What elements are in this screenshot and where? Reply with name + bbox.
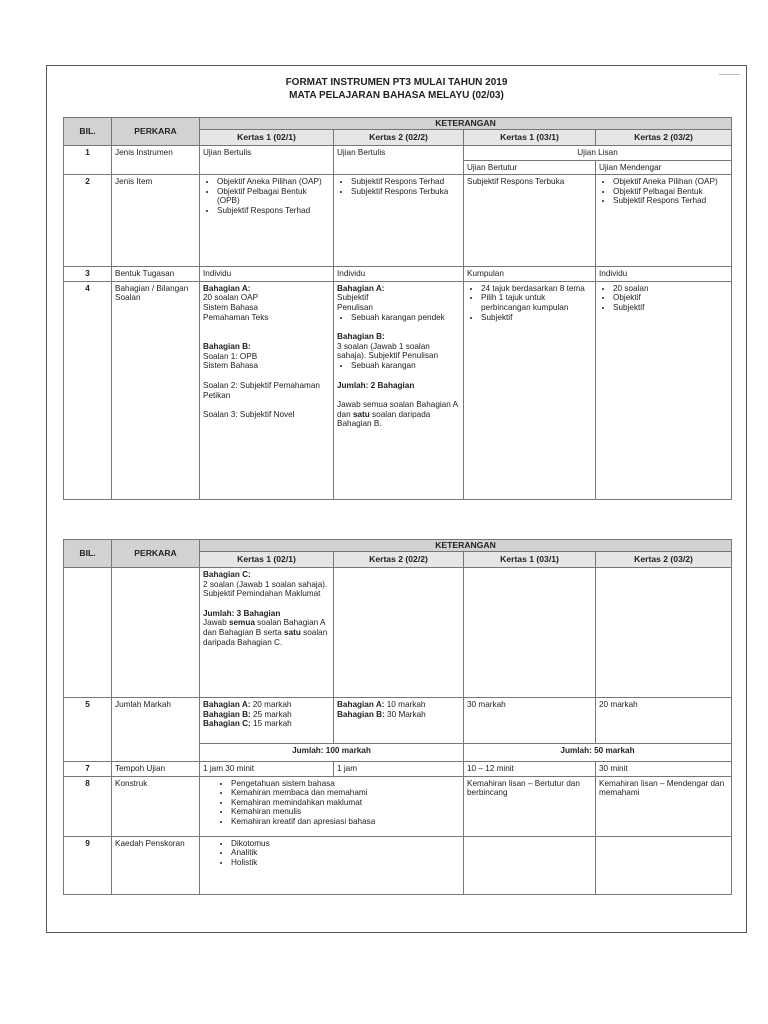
note-emphasis: semua (228, 618, 255, 628)
cell (596, 836, 732, 894)
list-item: • Subjektif (613, 303, 728, 313)
total-value: 100 markah (325, 746, 371, 755)
cell: 10 – 12 minit (464, 762, 596, 777)
row-number: 1 (64, 146, 112, 175)
row-number: 4 (64, 281, 112, 499)
list-item: • Objektif (613, 293, 728, 303)
cell: Subjektif Respons Terbuka (464, 175, 596, 267)
list-item: • Kemahiran menulis (231, 807, 460, 817)
corner-mark: ——— (719, 71, 740, 78)
row-label-konstruk: Konstruk (112, 776, 200, 836)
list-item: • Subjektif Respons Terhad (217, 206, 330, 216)
title-line-2: MATA PELAJARAN BAHASA MELAYU (02/03) (289, 90, 504, 101)
mark-value: 30 Markah (384, 709, 426, 719)
total-marks-03 (464, 744, 732, 762)
header-keterangan: KETERANGAN (200, 118, 732, 130)
note-text: soalan daripada Bahagian B. (337, 409, 431, 429)
cell: Individu (334, 267, 464, 282)
cell: 1 jam (334, 762, 464, 777)
row-label-jenis-item: Jenis Item (112, 175, 200, 267)
bullet-list (337, 361, 460, 371)
cell-text: Penulisan (337, 302, 373, 312)
header-kertas-1-02-1: Kertas 1 (02/1) (200, 130, 334, 146)
note-text: soalan Bahagian A dan Bahagian B serta (203, 618, 326, 637)
list-item: • Subjektif Respons Terbuka (351, 187, 460, 197)
section-heading: Bahagian B: (203, 342, 251, 352)
list-item: • Holistik (231, 858, 460, 868)
list-item: • Dikotomus (231, 839, 460, 849)
row-number: 5 (64, 698, 112, 762)
header-keterangan: KETERANGAN (200, 540, 732, 552)
cell-text: Sistem Bahasa (203, 361, 259, 371)
cell: Kemahiran lisan – Mendengar dan memahami (596, 776, 732, 836)
cell (200, 281, 334, 499)
bullet-list (337, 313, 460, 323)
cell (596, 568, 732, 698)
bullet-list (599, 284, 728, 313)
cell-ujian-lisan: Ujian Lisan (464, 146, 732, 161)
total-label: Jumlah: (560, 746, 595, 755)
note-text: Jawab (203, 618, 229, 628)
note-emphasis: satu (284, 627, 301, 637)
cell (200, 175, 334, 267)
cell-text: Soalan 2: Subjektif Pemahaman Petikan (203, 380, 320, 400)
cell (112, 568, 200, 698)
title-line-1: FORMAT INSTRUMEN PT3 MULAI TAHUN 2019 (285, 77, 508, 88)
cell (200, 698, 334, 744)
format-table-part-1 (63, 117, 732, 500)
list-item: • Kemahiran memindahkan maklumat (231, 798, 460, 808)
cell: Kumpulan (464, 267, 596, 282)
list-item: • Objektif Aneka Pilihan (OAP) (217, 177, 330, 187)
document-title (47, 76, 746, 102)
row-number: 3 (64, 267, 112, 282)
header-kertas-1-03-1: Kertas 1 (03/1) (464, 552, 596, 568)
cell (334, 281, 464, 499)
cell: Ujian Bertutur (464, 160, 596, 175)
section-heading: Bahagian A: (203, 283, 251, 293)
note-text: Jawab semua soalan Bahagian A dan (337, 400, 458, 419)
cell (200, 776, 464, 836)
cell: 1 jam 30 minit (200, 762, 334, 777)
cell-text (203, 710, 330, 720)
total-value: 50 markah (594, 746, 635, 755)
mark-value: 10 markah (384, 700, 426, 709)
list-item: • Objektif Aneka Pilihan (OAP) (613, 177, 728, 187)
note-text: soalan daripada Bahagian C. (203, 627, 328, 647)
row-label-jumlah-markah: Jumlah Markah (112, 698, 200, 762)
row-number: 8 (64, 776, 112, 836)
mark-label: Bahagian A: (337, 700, 385, 709)
bullet-list (203, 779, 460, 827)
cell-text: 2 soalan (Jawab 1 soalan sahaja). Subjektif Pemindahan Maklumat (203, 579, 328, 599)
total-sections: Jumlah: 2 Bahagian (337, 380, 415, 390)
cell-text: Soalan 3: Subjektif Novel (203, 410, 295, 420)
header-kertas-2-02-2: Kertas 2 (02/2) (334, 130, 464, 146)
header-kertas-1-03-1: Kertas 1 (03/1) (464, 130, 596, 146)
cell (334, 698, 464, 744)
list-item: • 20 soalan (613, 284, 728, 294)
cell-text (337, 400, 460, 429)
header-kertas-2-03-2: Kertas 2 (03/2) (596, 552, 732, 568)
row-number: 9 (64, 836, 112, 894)
note-emphasis: satu (352, 409, 370, 419)
list-item: • Kemahiran membaca dan memahami (231, 788, 460, 798)
section-heading: Bahagian A: (337, 283, 385, 293)
list-item: • Objektif Pelbagai Bentuk (613, 187, 728, 197)
cell: Ujian Bertulis (334, 146, 464, 175)
list-item: • 24 tajuk berdasarkan 8 tema (481, 284, 592, 294)
cell-text: Soalan 1: OPB (203, 351, 258, 361)
header-bil: BIL. (64, 540, 112, 568)
header-perkara: PERKARA (112, 540, 200, 568)
cell: 20 markah (596, 698, 732, 744)
row-label-kaedah-penskoran: Kaedah Penskoran (112, 836, 200, 894)
list-item: • Subjektif Respons Terhad (613, 196, 728, 206)
total-marks-02 (200, 744, 464, 762)
total-sections: Jumlah: 3 Bahagian (203, 608, 281, 618)
cell: Individu (200, 267, 334, 282)
cell-text (203, 618, 330, 647)
cell: Ujian Bertulis (200, 146, 334, 175)
mark-value: 20 markah (250, 700, 292, 709)
row-number: 2 (64, 175, 112, 267)
cell (200, 836, 464, 894)
bullet-list (467, 284, 592, 322)
document-page (46, 65, 747, 933)
cell (464, 281, 596, 499)
header-kertas-1-02-1: Kertas 1 (02/1) (200, 552, 334, 568)
list-item: • Pengetahuan sistem bahasa (231, 779, 460, 789)
bullet-list (599, 177, 728, 206)
cell-text (337, 710, 460, 720)
cell (334, 568, 464, 698)
cell-text: Pemahaman Teks (203, 312, 269, 322)
bullet-list (337, 177, 460, 196)
cell-text (203, 700, 330, 710)
cell-text (203, 719, 330, 729)
row-label-bahagian-bilangan-soalan: Bahagian / Bilangan Soalan (112, 281, 200, 499)
cell (464, 836, 596, 894)
mark-value: 25 markah (250, 709, 292, 719)
cell (596, 175, 732, 267)
header-kertas-2-02-2: Kertas 2 (02/2) (334, 552, 464, 568)
mark-label: Bahagian B: (337, 709, 385, 719)
header-perkara: PERKARA (112, 118, 200, 146)
total-label: Jumlah: (292, 746, 326, 755)
cell-text: 20 soalan OAP (203, 293, 259, 303)
list-item: • Kemahiran kreatif dan apresiasi bahasa (231, 817, 460, 827)
list-item: • Sebuah karangan pendek (351, 313, 460, 323)
bullet-list (203, 177, 330, 215)
cell (334, 175, 464, 267)
format-table-part-2 (63, 539, 732, 895)
header-bil: BIL. (64, 118, 112, 146)
cell (464, 568, 596, 698)
cell: Kemahiran lisan – Bertutur dan berbincang (464, 776, 596, 836)
cell (64, 568, 112, 698)
section-heading: Bahagian B: (337, 332, 385, 342)
mark-label: Bahagian C: (203, 719, 251, 729)
list-item: • Subjektif Respons Terhad (351, 177, 460, 187)
cell: 30 markah (464, 698, 596, 744)
cell-text: Subjektif (337, 293, 369, 303)
row-label-tempoh-ujian: Tempoh Ujian (112, 762, 200, 777)
list-item: • Pilih 1 tajuk untuk perbincangan kumpulan (481, 293, 592, 312)
list-item: • Objektif Pelbagai Bentuk (OPB) (217, 187, 330, 206)
cell: 30 minit (596, 762, 732, 777)
section-heading: Bahagian C: (203, 570, 251, 579)
cell (596, 281, 732, 499)
list-item: • Subjektif (481, 313, 592, 323)
cell-text: 3 soalan (Jawab 1 soalan sahaja). Subjektif Penulisan (337, 341, 439, 361)
cell (200, 568, 334, 698)
list-item: • Sebuah karangan (351, 361, 460, 371)
cell: Ujian Mendengar (596, 160, 732, 175)
cell-text (337, 700, 460, 710)
cell: Individu (596, 267, 732, 282)
row-label-bentuk-tugasan: Bentuk Tugasan (112, 267, 200, 282)
row-label-jenis-instrumen: Jenis Instrumen (112, 146, 200, 175)
cell-text: Sistem Bahasa (203, 302, 259, 312)
list-item: • Analitik (231, 848, 460, 858)
mark-label: Bahagian A: (203, 700, 251, 709)
mark-value: 15 markah (250, 719, 292, 729)
bullet-list (203, 839, 460, 868)
mark-label: Bahagian B: (203, 709, 251, 719)
row-number: 7 (64, 762, 112, 777)
header-kertas-2-03-2: Kertas 2 (03/2) (596, 130, 732, 146)
